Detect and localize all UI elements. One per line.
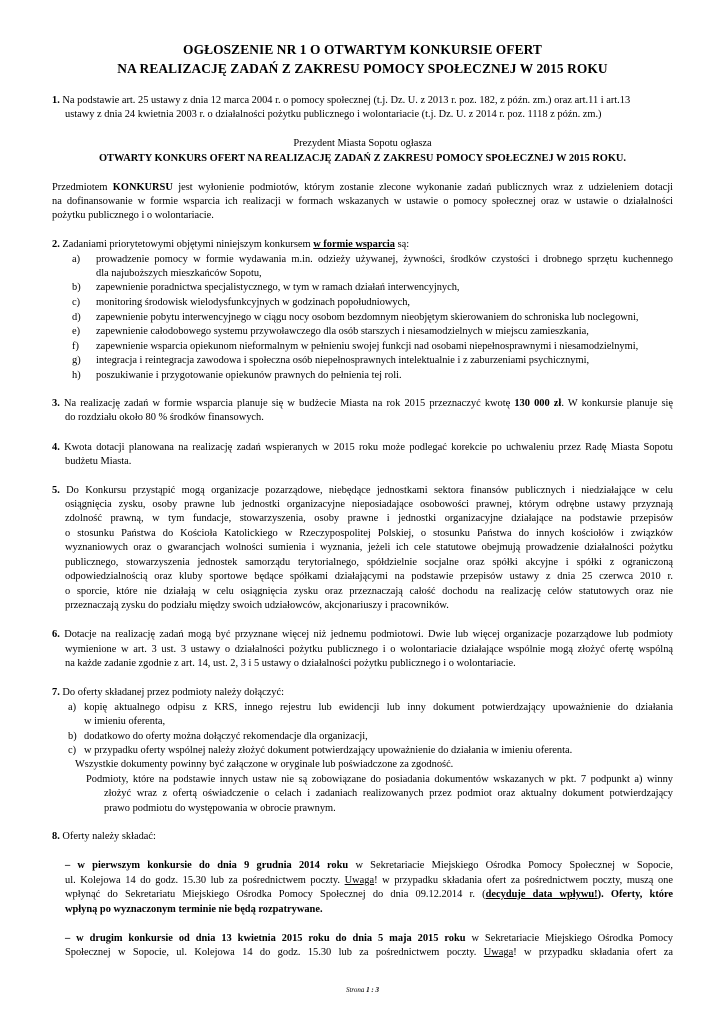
deadline-2-line: Społecznej w Sopocie, ul. Kolejowa 14 do godz. 15.30 lub za pośrednictwem poczty. Uwaga! w przypadku składania ofert za (65, 947, 674, 958)
intro-line-2: na dofinansowanie w formie wsparcia ich realizacji w formach wskazanych w ustawie o pomocy społecznej oraz w ustawie o działalności (52, 196, 673, 207)
priority-task-item: monitoring środowisk wielodysfunkcyjnych w godzinach popołudniowych, (96, 297, 410, 308)
section-5-line: zdolność prawną, w tym fundacje, stowarzyszenia, osoby prawne i jednostki organizacyjne działające na podstawie przepisów (65, 513, 673, 524)
attachment-note: prawo podmiotu do występowania w obrocie prawnym. (104, 803, 336, 814)
list-marker: c) (68, 745, 77, 756)
section-5-line: przeznaczają zysku do podziału między swoich udziałowców, akcjonariuszy i pracowników. (65, 600, 449, 611)
deadline-1-line: wpłynąć do Sekretariatu Miejskiego Ośrodka Pomocy Społecznej do dnia 09.12.2014 r. (decyduje data wpływu!). Oferty, które (65, 889, 674, 900)
list-marker: b) (72, 282, 81, 293)
section-7-lead: 7. Do oferty składanej przez podmioty należy dołączyć: (52, 687, 284, 698)
attachment-note: Podmioty, które na podstawie innych ustaw nie są zobowiązane do posiadania dokumentów wskazanych w pkt. 7 podpunkt a) winny (86, 774, 673, 785)
page-total: 3 (375, 986, 379, 994)
section-5-line: wyznaniowych oraz o gwarancjach wolności sumienia i wyznania, jeżeli ich cele statutowe obejmują prowadzenie działalności pożytku (65, 542, 673, 553)
section-6-line: wymienione w art. 3 ust. 3 ustawy o działalności pożytku publicznego i o wolontariacie działające wspólnie mogą złożyć ofertę wspólną (65, 644, 673, 655)
section-3-line-1: 3. Na realizację zadań w formie wsparcia planuje się w budżecie Miasta na rok 2015 przeznaczyć kwotę 130 000 zł. W konkursie planuje się (52, 398, 673, 409)
list-marker: a) (72, 254, 81, 265)
section-5-line: 5. Do Konkursu przystąpić mogą organizacje pozarządowe, niebędące jednostkami sektora finansów publicznych i niedziałające w celu (52, 485, 673, 496)
attachment-item: kopię aktualnego odpisu z KRS, innego rejestru lub ewidencji lub inny dokument potwierdzający upoważnienie do działania (84, 702, 673, 713)
section-5-line: osiągnięcia zysku, osoby prawne lub jednostki organizacyjne nieposiadające osobowości prawnej, którym odrębne ustawy przyznają (65, 499, 673, 510)
page-number: 1 (366, 986, 370, 994)
deadline-1-line: ul. Kolejowa 14 do godz. 15.30 lub za pośrednictwem poczty. Uwaga! w przypadku składania ofert za pośrednictwem poczty, muszą one (65, 875, 673, 886)
section-3-line-2: do rozdziału około 80 % środków finansowych. (65, 412, 264, 423)
deadline-2-line: – w drugim konkursie od dnia 13 kwietnia 2015 roku do dnia 5 maja 2015 roku w Sekretariacie Miejskiego Ośrodka Pomocy (65, 933, 673, 944)
list-marker: f) (72, 341, 79, 352)
priority-task-item: prowadzenie pomocy w formie wydawania m.in. odzieży używanej, żywności, środków czystości i drobnego sprzętu kuchennego (96, 254, 673, 265)
section-4-line-1: 4. Kwota dotacji planowana na realizację zadań wspieranych w 2015 roku może podlegać korekcie po uchwaleniu przez Radę Miasta Sopotu (52, 442, 673, 453)
section-1-line-2: ustawy z dnia 24 kwietnia 2003 r. o działalności pożytku publicznego i wolontariacie (t.j. Dz. U. z 2014 r. poz. 1118 z późn. zm.) (65, 109, 602, 120)
list-marker: c) (72, 297, 81, 308)
section-4-line-2: budżetu Miasta. (65, 456, 132, 467)
section-6-line: na każde zadanie zgodnie z art. 14, ust. 2, 3 i 5 ustawy o działalności pożytku publicznego i o wolontariacie. (65, 658, 516, 669)
attachment-item-cont: w imieniu oferenta, (84, 716, 166, 727)
priority-task-item: poszukiwanie i przygotowanie opiekunów prawnych do pełnienia tej roli. (96, 370, 402, 381)
intro-line-1: Przedmiotem KONKURSU jest wyłonienie podmiotów, którym zostanie zlecone wykonanie zadań publicznych wraz z udzieleniem dotacji (52, 182, 673, 193)
section-5-line: o sporcie, które nie działają w celu osiągnięcia zysku oraz przeznaczają całość dochodu na realizację celów statutowych oraz nie (65, 586, 673, 597)
priority-task-item: integracja i reintegracja zawodowa i społeczna osób niepełnosprawnych intelektualnie i z zaburzeniami psychicznymi, (96, 355, 590, 366)
list-marker: g) (72, 355, 81, 366)
announcement-heading: OTWARTY KONKURS OFERT NA REALIZACJĘ ZADAŃ Z ZAKRESU POMOCY SPOŁECZNEJ W 2015 ROKU. (98, 153, 627, 164)
deadline-1-line: wpłyną po wyznaczonym terminie nie będą rozpatrywane. (65, 904, 323, 915)
document-title-line-2: NA REALIZACJĘ ZADAŃ Z ZAKRESU POMOCY SPOŁECZNEJ W 2015 ROKU (117, 61, 608, 76)
priority-task-item: zapewnienie poradnictwa specjalistycznego, w tym w ramach działań interwencyjnych, (96, 282, 460, 293)
intro-line-3: pożytku publicznego i o wolontariacie. (52, 210, 214, 221)
priority-task-item: zapewnienie pobytu interwencyjnego w ciągu nocy osobom bezdomnym nieobjętym skierowaniem do schroniska lub noclegowni, (96, 312, 639, 323)
section-1-line-1: 1. Na podstawie art. 25 ustawy z dnia 12 marca 2004 r. o pomocy społecznej (t.j. Dz. U. z 2013 r. poz. 182, z późn. zm.) oraz art.11 i art.13 (52, 95, 631, 106)
list-marker: b) (68, 731, 77, 742)
section-6-line: 6. Dotacje na realizację zadań mogą być przyznane więcej niż jednemu podmiotowi. Dwie lub więcej organizacje pozarządowe lub podmioty (52, 629, 673, 640)
section-5-line: o stosunku Państwa do Kościoła Katolickiego w Rzeczypospolitej Polskiej, o stosunku Państwa do innych kościołów i związków (65, 528, 673, 539)
priority-task-item: zapewnienie wsparcia opiekunom nieformalnym w pełnieniu swojej funkcji nad osobami niepełnosprawnymi i niesamodzielnymi, (96, 341, 639, 352)
attachment-note: złożyć wraz z ofertą oświadczenie o celach i zadaniach realizowanych przez podmiot oraz aktualny dokument potwierdzający (104, 788, 673, 799)
list-marker: a) (68, 702, 77, 713)
attachment-item: w przypadku oferty wspólnej należy złożyć dokument potwierdzający upoważnienie do działania w imieniu oferenta. (84, 745, 573, 756)
list-marker: h) (72, 370, 81, 381)
page-footer: Strona 1 : 3 (345, 986, 379, 994)
priority-task-item-cont: dla najuboższych mieszkańców Sopotu, (96, 268, 262, 279)
announcement-line: Prezydent Miasta Sopotu ogłasza (293, 138, 432, 149)
deadline-1-line: – w pierwszym konkursie do dnia 9 grudnia 2014 roku w Sekretariacie Miejskiego Ośrodka Pomocy Społecznej w Sopocie, (65, 860, 674, 871)
section-5-line: publicznego, stowarzyszenia jednostek samorządu terytorialnego, spółdzielnie socjalne oraz spółki akcyjne i spółki z ograniczoną (65, 557, 673, 568)
section-2-lead: 2. Zadaniami priorytetowymi objętymi niniejszym konkursem w formie wsparcia są: (52, 239, 410, 250)
section-5-line: odpowiedzialnością oraz kluby sportowe będące spółkami działającymi na podstawie przepisów ustawy z dnia 25 czerwca 2010 r. (65, 571, 673, 582)
priority-task-item: zapewnienie całodobowego systemu przywoławczego dla osób starszych i niesamodzielnych w miejscu zamieszkania, (96, 326, 589, 337)
section-8-lead: 8. Oferty należy składać: (52, 831, 156, 842)
list-marker: e) (72, 326, 81, 337)
attachment-item: dodatkowo do oferty można dołączyć rekomendacje dla organizacji, (84, 731, 368, 742)
document-title-line-1: OGŁOSZENIE NR 1 O OTWARTYM KONKURSIE OFERT (183, 42, 542, 57)
attachment-note: Wszystkie dokumenty powinny być załączone w oryginale lub poświadczone za zgodność. (75, 759, 454, 770)
list-marker: d) (72, 312, 81, 323)
section-number: 1. (52, 95, 60, 106)
